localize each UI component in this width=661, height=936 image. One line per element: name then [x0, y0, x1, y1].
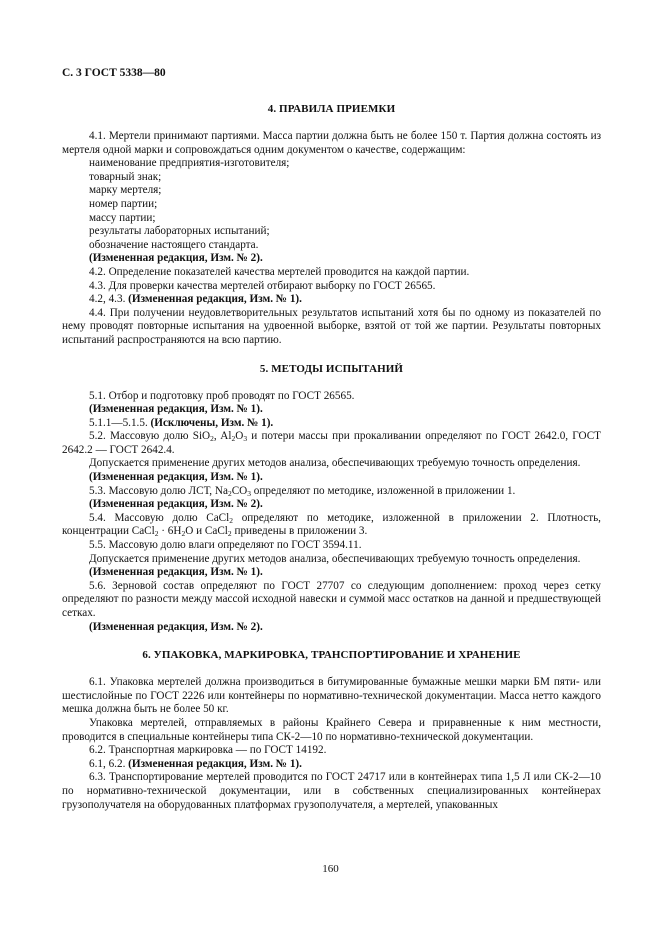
para-4-4: 4.4. При получении неудовлетворительных результатов испытаний хотя бы по одному из показателей по нему проводят повторные испытания на удвоенной выборке, взятой от той же партии. Результаты повторных испытаний распространяются на всю партию. — [62, 306, 601, 346]
running-header: С. 3 ГОСТ 5338—80 — [62, 67, 166, 79]
note-prefix: 4.2, 4.3. — [89, 293, 126, 306]
page-number: 160 — [322, 863, 339, 875]
list-item: обозначение настоящего стандарта. — [89, 238, 259, 251]
para-5-6: 5.6. Зерновой состав определяют по ГОСТ 27707 со следующим дополнением: проход через сетку определяют по разности между массой исходной навески и суммой масс остатков на данной и предшествующей сетках. — [62, 579, 601, 619]
para-5-3 — [62, 485, 601, 499]
text-run: приведены в приложении 3. — [231, 525, 368, 538]
para-6-1-north: Упаковка мертелей, отправляемых в районы Крайнего Севера и приравненные к ним местности, проводится в специальные контейнеры типа СК-2—10 по нормативно-технической документации. — [62, 716, 601, 743]
subscript: 3 — [243, 434, 248, 444]
list-item: наименование предприятия-изготовителя; — [89, 157, 290, 170]
para-4-2: 4.2. Определение показателей качества мертелей проводится на каждой партии. — [89, 265, 470, 278]
para-4-2-4-3-note — [62, 293, 601, 307]
note-prefix: 5.1.1—5.1.5. — [89, 416, 148, 429]
subscript: 2 — [181, 529, 186, 539]
text-run: O и CaCl — [185, 525, 228, 538]
subscript: 2 — [227, 529, 232, 539]
para-5-5-allow: Допускается применение других методов анализа, обеспечивающих требуемую точность определения. — [89, 552, 581, 565]
para-5-1-1-5-1-5 — [62, 417, 601, 431]
edition-note: (Измененная редакция, Изм. № 1). — [89, 566, 263, 579]
text-run: 5.4. Массовую долю CaCl — [89, 511, 230, 524]
para-5-2 — [62, 430, 601, 457]
text-run: определяют по методике, изложенной в приложении 2. Плотность, концентрации CaCl — [62, 511, 601, 538]
edition-note: (Измененная редакция, Изм. № 1). — [128, 757, 302, 770]
subscript: 2 — [154, 529, 159, 539]
subscript: 2 — [210, 434, 214, 444]
para-6-1: 6.1. Упаковка мертелей должна производиться в битумированные бумажные мешки марки БМ пяти- или шестислойные по ГОСТ 2226 или контейнеры по нормативно-технической документации. Масса нетто каждого мешка должна быть не более 50 кг. — [62, 676, 601, 716]
para-4-1: 4.1. Мертели принимают партиями. Масса партии должна быть не более 150 т. Партия должна состоять из мертеля одной марки и сопровождаться одним документом о качестве, содержащим: — [62, 130, 601, 156]
list-item: номер партии; — [89, 197, 158, 210]
subscript: 2 — [231, 434, 236, 444]
subscript: 2 — [229, 515, 233, 525]
text-run: и потери массы при прокаливании определяют по ГОСТ 2642.0, ГОСТ 2642.2 — ГОСТ 2642.4. — [62, 430, 602, 456]
para-5-1: 5.1. Отбор и подготовку проб проводят по ГОСТ 26565. — [89, 389, 355, 402]
section-6-title: 6. УПАКОВКА, МАРКИРОВКА, ТРАНСПОРТИРОВАНИЕ И ХРАНЕНИЕ — [142, 649, 521, 662]
section-5-title: 5. МЕТОДЫ ИСПЫТАНИЙ — [259, 362, 404, 375]
para-6-1-6-2-note — [62, 758, 601, 772]
list-item: массу партии; — [89, 211, 156, 224]
para-5-2-allow: Допускается применение других методов анализа, обеспечивающих требуемую точность определения. — [89, 457, 581, 470]
text-run: O — [235, 430, 244, 443]
document-page — [62, 66, 601, 812]
edition-note: (Измененная редакция, Изм. № 2). — [89, 620, 263, 633]
text-run: · 6H — [158, 525, 182, 538]
para-5-4 — [62, 512, 601, 539]
text-run: определяют по методике, изложенной в приложении 1. — [251, 484, 516, 497]
edition-note: (Измененная редакция, Изм. № 1). — [128, 293, 302, 306]
list-item: марку мертеля; — [89, 184, 162, 197]
subscript: 2 — [227, 488, 232, 498]
section-4-title: 4. ПРАВИЛА ПРИЕМКИ — [267, 103, 396, 115]
edition-note: (Измененная редакция, Изм. № 1). — [89, 471, 263, 484]
text-run: CO — [231, 484, 248, 497]
para-6-2: 6.2. Транспортная маркировка — по ГОСТ 14192. — [89, 744, 327, 757]
note-prefix: 6.1, 6.2. — [89, 757, 126, 770]
para-6-3: 6.3. Транспортирование мертелей проводится по ГОСТ 24717 или в контейнерах типа 1,5 Л или СК-2—10 по нормативно-технической документации, или в собственных специализированных контейнерах грузополучателя на оборудованных платформах грузополучателя, а мертелей, упакованных — [62, 771, 601, 811]
para-5-5: 5.5. Массовую долю влаги определяют по ГОСТ 3594.11. — [89, 539, 362, 552]
list-item: результаты лабораторных испытаний; — [89, 225, 270, 238]
text-run: 5.2. Массовую долю SiO — [89, 430, 211, 443]
para-4-3: 4.3. Для проверки качества мертелей отбирают выборку по ГОСТ 26565. — [89, 279, 436, 292]
excluded-note: (Исключены, Изм. № 1). — [150, 416, 274, 429]
edition-note: (Измененная редакция, Изм. № 2). — [89, 252, 263, 265]
subscript: 3 — [247, 488, 251, 498]
text-run: , Al — [213, 430, 232, 443]
edition-note: (Измененная редакция, Изм. № 2). — [89, 498, 263, 511]
edition-note: (Измененная редакция, Изм. № 1). — [89, 403, 263, 416]
list-item: товарный знак; — [89, 170, 162, 183]
text-run: 5.3. Массовую долю ЛСТ, Na — [89, 484, 228, 497]
